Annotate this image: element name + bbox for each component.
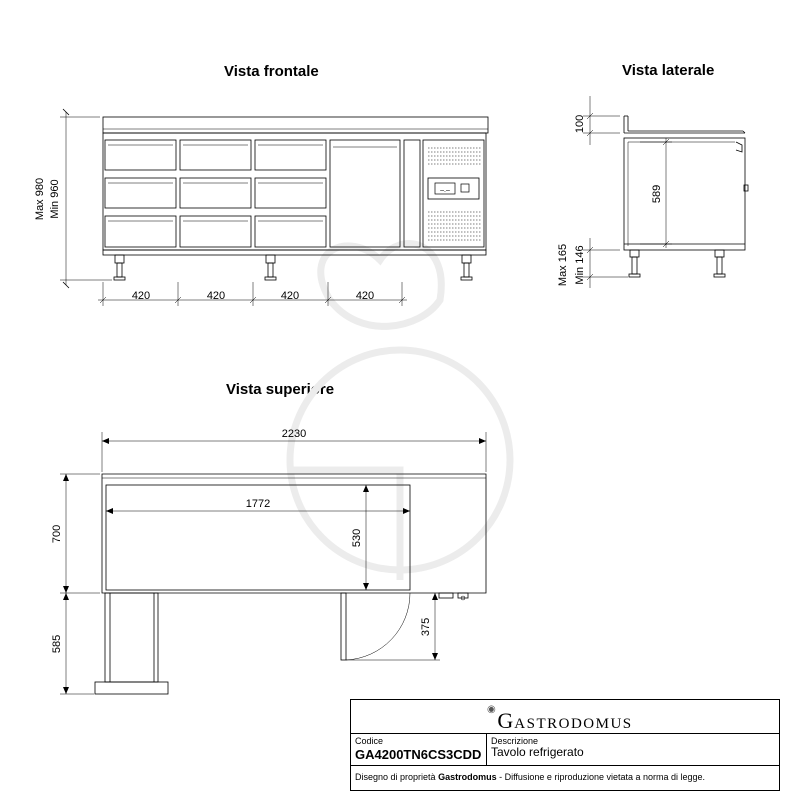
- open-door: [341, 593, 346, 660]
- front-feet: [114, 255, 472, 280]
- brand-logo: ◉ GASTRODOMUS: [351, 700, 779, 734]
- footer-note: Disegno di proprietà Gastrodomus - Diffusione e riproduzione vietata a norma di legge.: [355, 772, 706, 782]
- front-view-title: Vista frontale: [224, 63, 319, 80]
- drawer-width-4: 420: [355, 290, 375, 302]
- code-value: GA4200TN6CS3CDD: [355, 747, 482, 762]
- description-label: Descrizione: [491, 736, 539, 746]
- code-label: Codice: [355, 736, 384, 746]
- description-value: Tavolo refrigerato: [491, 745, 584, 759]
- top-total-width: 2230: [281, 428, 307, 440]
- open-drawer: [105, 593, 158, 682]
- display-readout: –.–: [440, 187, 450, 194]
- vent-grill-top: [428, 148, 481, 164]
- front-view: [34, 112, 488, 306]
- watermark-logo: [290, 244, 510, 580]
- front-height-min: Min 960: [49, 179, 61, 219]
- drawer-width-1: 420: [131, 290, 151, 302]
- title-block: [350, 699, 780, 791]
- side-feet: [629, 250, 725, 277]
- description-cell: [487, 734, 779, 765]
- top-inner-depth: 530: [351, 528, 363, 548]
- side-view: [557, 96, 748, 288]
- top-view: [51, 428, 486, 694]
- chef-hat-icon: ◉: [487, 704, 496, 715]
- front-height-max: Max 980: [34, 177, 46, 221]
- side-feet-max: Max 165: [557, 243, 569, 287]
- top-view-title: Vista superiore: [226, 381, 335, 398]
- drawer-width-2: 420: [206, 290, 226, 302]
- code-cell: [351, 734, 487, 765]
- top-door-open: 375: [420, 617, 432, 637]
- top-depth: 700: [51, 524, 63, 544]
- side-dim-100: 100: [574, 114, 586, 134]
- side-dim-589: 589: [651, 184, 663, 204]
- drawer-width-3: 420: [280, 290, 300, 302]
- side-feet-min: Min 146: [574, 245, 586, 285]
- top-inner-width: 1772: [245, 498, 271, 510]
- drawer-grid: [105, 140, 326, 247]
- side-view-title: Vista laterale: [622, 62, 715, 79]
- title-block-row: [351, 734, 779, 766]
- vent-grill-bottom: [428, 212, 481, 240]
- top-drawer-open: 585: [51, 634, 63, 654]
- front-door: [330, 140, 400, 247]
